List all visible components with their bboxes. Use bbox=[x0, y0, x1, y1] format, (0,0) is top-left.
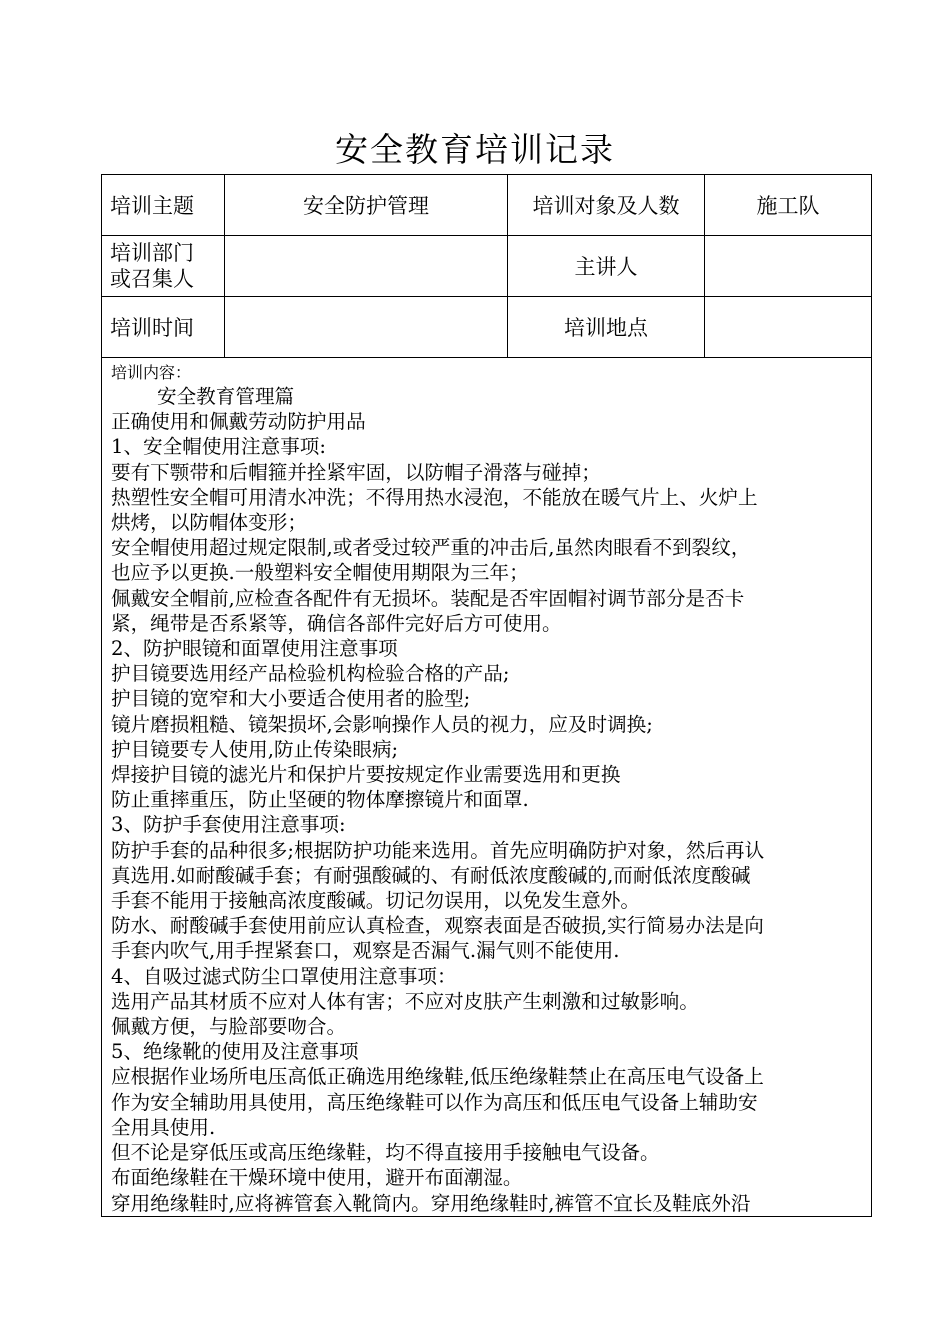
content-line: 应根据作业场所电压高低正确选用绝缘鞋,低压绝缘鞋禁止在高压电气设备上 bbox=[111, 1065, 764, 1089]
content-line: 真选用.如耐酸碱手套；有耐强酸碱的、有耐低浓度酸碱的,而耐低浓度酸碱 bbox=[111, 863, 751, 887]
content-line: 紧，绳带是否系紧等，确信各部件完好后方可使用。 bbox=[111, 611, 562, 635]
time-value[interactable] bbox=[225, 297, 508, 358]
time-label: 培训时间 bbox=[102, 297, 225, 358]
dept-label-line2: 或召集人 bbox=[110, 267, 194, 291]
row-topic bbox=[102, 175, 872, 236]
content-line: 2、防护眼镜和面罩使用注意事项 bbox=[111, 637, 398, 661]
content-line: 布面绝缘鞋在干燥环境中使用，避开布面潮湿。 bbox=[111, 1166, 523, 1190]
place-label: 培训地点 bbox=[508, 297, 705, 358]
dept-label bbox=[102, 236, 225, 297]
training-content-cell[interactable] bbox=[102, 358, 872, 1217]
content-line: 烘烤，以防帽体变形； bbox=[111, 511, 307, 535]
topic-value[interactable]: 安全防护管理 bbox=[225, 175, 508, 236]
content-line: 安全帽使用超过规定限制,或者受过较严重的冲击后,虽然肉眼看不到裂纹， bbox=[111, 536, 751, 560]
content-line: 护目镜的宽窄和大小要适合使用者的脸型; bbox=[111, 687, 471, 711]
content-line: 5、绝缘靴的使用及注意事项 bbox=[111, 1040, 359, 1064]
dept-label-line1: 培训部门 bbox=[110, 241, 194, 265]
content-line: 3、防护手套使用注意事项: bbox=[111, 813, 346, 837]
content-line: 选用产品其材质不应对人体有害；不应对皮肤产生刺激和过敏影响。 bbox=[111, 989, 699, 1013]
content-line: 防止重摔重压，防止坚硬的物体摩擦镜片和面罩. bbox=[111, 788, 529, 812]
dept-value[interactable] bbox=[225, 236, 508, 297]
speaker-value[interactable] bbox=[705, 236, 872, 297]
content-line: 手套内吹气,用手捏紧套口，观察是否漏气.漏气则不能使用. bbox=[111, 939, 620, 963]
content-line: 作为安全辅助用具使用，高压绝缘鞋可以作为高压和低压电气设备上辅助安 bbox=[111, 1090, 758, 1114]
content-line: 1、安全帽使用注意事项: bbox=[111, 435, 327, 459]
content-line: 但不论是穿低压或高压绝缘鞋，均不得直接用手接触电气设备。 bbox=[111, 1141, 660, 1165]
content-line: 焊接护目镜的滤光片和保护片要按规定作业需要选用和更换 bbox=[111, 763, 621, 787]
content-line: 也应予以更换.一般塑料安全帽使用期限为三年； bbox=[111, 561, 529, 585]
content-line: 佩戴安全帽前,应检查各配件有无损坏。装配是否牢固帽衬调节部分是否卡 bbox=[111, 586, 745, 610]
content-label: 培训内容： bbox=[111, 363, 192, 382]
audience-value[interactable]: 施工队 bbox=[705, 175, 872, 236]
speaker-label: 主讲人 bbox=[508, 236, 705, 297]
content-line: 要有下颚带和后帽箍并拴紧牢固，以防帽子滑落与碰掉； bbox=[111, 460, 601, 484]
content-line: 防护手套的品种很多;根据防护功能来选用。首先应明确防护对象，然后再认 bbox=[111, 838, 765, 862]
row-dept bbox=[102, 236, 872, 297]
training-record-table bbox=[101, 174, 872, 1217]
content-line: 全用具使用. bbox=[111, 1115, 216, 1139]
content-line: 4、自吸过滤式防尘口罩使用注意事项： bbox=[111, 964, 457, 988]
content-line: 穿用绝缘鞋时,应将裤管套入靴筒内。穿用绝缘鞋时,裤管不宜长及鞋底外沿 bbox=[111, 1191, 751, 1215]
audience-label: 培训对象及人数 bbox=[508, 175, 705, 236]
row-time bbox=[102, 297, 872, 358]
content-subtitle: 安全教育管理篇 bbox=[157, 385, 295, 408]
content-line: 正确使用和佩戴劳动防护用品 bbox=[111, 410, 366, 434]
content-line: 防水、耐酸碱手套使用前应认真检查，观察表面是否破损,实行简易办法是向 bbox=[111, 914, 764, 938]
content-lines bbox=[111, 384, 863, 1216]
content-line: 护目镜要选用经产品检验机构检验合格的产品; bbox=[111, 662, 510, 686]
row-content bbox=[102, 358, 872, 1217]
content-line: 镜片磨损粗糙、镜架损坏,会影响操作人员的视力，应及时调换; bbox=[111, 712, 653, 736]
content-line: 热塑性安全帽可用清水冲洗；不得用热水浸泡，不能放在暖气片上、火炉上 bbox=[111, 485, 758, 509]
place-value[interactable] bbox=[705, 297, 872, 358]
content-line: 手套不能用于接触高浓度酸碱。切记勿误用，以免发生意外。 bbox=[111, 889, 641, 913]
content-line: 护目镜要专人使用,防止传染眼病; bbox=[111, 737, 399, 761]
document-title: 安全教育培训记录 bbox=[335, 130, 615, 169]
content-line: 佩戴方便，与脸部要吻合。 bbox=[111, 1015, 347, 1039]
topic-label: 培训主题 bbox=[102, 175, 225, 236]
